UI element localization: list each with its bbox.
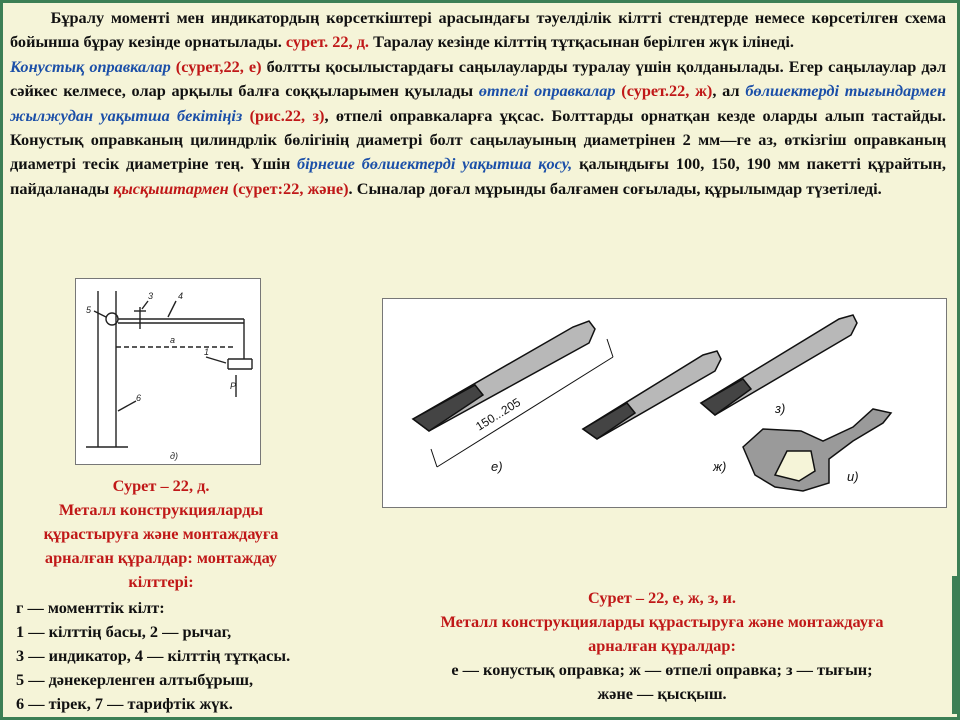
label-P: P xyxy=(230,381,237,391)
paragraph-1 xyxy=(10,6,946,55)
caption-fig-22e xyxy=(382,586,942,658)
p2-text1: болтты қосылыстардағы саңылауларды туралау үшін қолданылады. Егер саңылаулар дәл сәйкес келмесе, олар арқылы балға соққыларымен қуылады xyxy=(10,56,946,101)
term-transit-mandrels: өтпелі оправкалар xyxy=(478,81,616,101)
legend-e-line2: және — қысқыш. xyxy=(597,684,727,703)
caption-fig-22d xyxy=(12,474,310,594)
term-clamps: қысқыштармен xyxy=(113,178,229,198)
main-text xyxy=(10,6,946,201)
caption-e-line2: Металл конструкцияларды құрастыруға және монтаждауға xyxy=(440,612,884,631)
decorative-side-bar xyxy=(952,576,960,714)
caption-e-line1: Сурет – 22, е, ж, з, и. xyxy=(588,588,736,607)
label-6: 6 xyxy=(136,393,142,403)
caption-d-line5: кілттері: xyxy=(128,572,194,591)
label-5: 5 xyxy=(86,305,92,315)
caption-d-line1: Сурет – 22, д. xyxy=(112,476,210,495)
p2-ref2: (сурет.22, ж) xyxy=(621,81,713,101)
label-d: д) xyxy=(170,451,178,461)
label-i: и) xyxy=(847,469,859,484)
p1-ref: сурет. 22, д. xyxy=(285,32,369,52)
term-temporary-join: бірнеше бөлшектерді уақытша қосу, xyxy=(297,154,573,174)
p1-tail: Таралау кезінде кілттің тұтқасынан берілген жүк ілінеді. xyxy=(373,32,794,52)
legend-fig-22e xyxy=(382,658,942,706)
legend-e-line1: е — конустық оправка; ж — өтпелі оправка; з — тығын; xyxy=(451,660,873,679)
legend-d-line1: г — моменттік кілт: xyxy=(16,598,165,617)
p2-text4: қалыңдығы 100, 150, 190 мм пакетті құрайтын, пайдаланады xyxy=(10,154,946,198)
p2-text3: , өтпелі оправкаларға ұқсас. Болттарды орнатқан кезде оларды алып тастайды. Конустық оправканың цилиндрлік бөлігінің диаметрі болт саңылауының диаметрінен 2 мм—ге аз, өткізгіш оправканың диаметрі тесік диаметріне тең. Үшін xyxy=(10,105,946,174)
label-z: з) xyxy=(775,401,786,416)
label-4: 4 xyxy=(178,291,184,301)
label-zh: ж) xyxy=(713,459,727,474)
caption-d-line4: арналған құралдар: монтаждау xyxy=(44,548,278,567)
legend-d-line5: 6 — тірек, 7 — тарифтік жүк. xyxy=(16,694,233,713)
dimension-label: 150...205 xyxy=(473,395,524,434)
p2-ref3: (рис.22, з) xyxy=(249,105,325,125)
caption-d-line2: Металл конструкцияларды xyxy=(58,500,264,519)
p2-ref1: (сурет,22, е) xyxy=(175,56,262,76)
label-1: 1 xyxy=(204,347,210,357)
legend-fig-22d xyxy=(16,596,356,716)
figure-22e-mandrels-clamp xyxy=(382,298,947,508)
p2-text5: . Сыналар доғал мұрынды балғамен соғылады, құрылымдар түзетіледі. xyxy=(348,178,882,198)
legend-d-line4: 5 — дәнекерленген алтыбұрыш, xyxy=(16,670,254,689)
term-plugs: бөлшектерді тығындармен жылжудан уақытша бекітіңіз xyxy=(10,81,946,125)
p2-text2: , ал xyxy=(712,81,740,101)
label-e: е) xyxy=(491,459,503,474)
label-3: 3 xyxy=(148,291,154,301)
legend-d-line3: 3 — индикатор, 4 — кілттің тұтқасы. xyxy=(16,646,291,665)
label-a: a xyxy=(170,335,176,345)
figure-22d-torque-wrench xyxy=(75,278,261,465)
p1-lead: Бұралу моменті мен индикатордың көрсеткіштері арасындағы тәуелділік кілтті стендтерде немесе көрсетілген схема бойынша бұрау кезінде орнатылады. xyxy=(10,8,946,52)
legend-d-line2: 1 — кілттің басы, 2 — рычаг, xyxy=(16,622,232,641)
term-conical-mandrels: Конустық оправкалар xyxy=(10,56,171,76)
p2-ref5: (сурет:22, және) xyxy=(232,178,349,198)
caption-d-line3: құрастыруға және монтаждауға xyxy=(43,524,279,543)
caption-e-line3: арналған құралдар: xyxy=(588,636,736,655)
paragraph-2 xyxy=(10,55,946,201)
